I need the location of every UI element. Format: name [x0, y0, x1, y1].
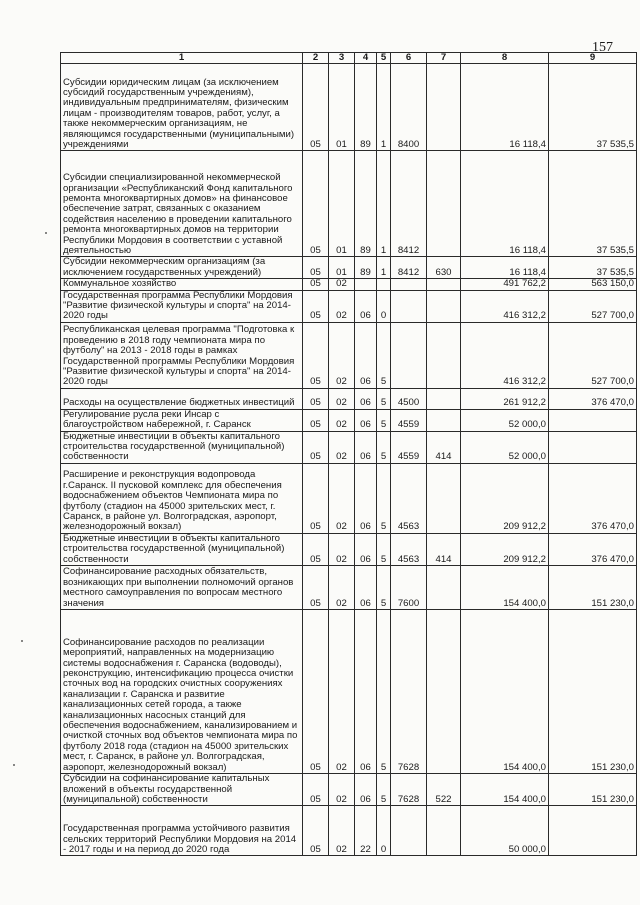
- subprogram-code: 1: [377, 257, 391, 279]
- expense-direction-code: 8412: [391, 151, 427, 257]
- amount-col9: 37 535,5: [549, 257, 637, 279]
- row-name: Субсидии на софинансирование капитальных вложений в объекты государственной (муниципальной) собственности: [61, 774, 303, 806]
- subprogram-code: 0: [377, 290, 391, 322]
- subprogram-code: 5: [377, 463, 391, 533]
- subprogram-code: 5: [377, 610, 391, 774]
- subsection-code: 02: [329, 806, 355, 856]
- subprogram-code: 1: [377, 64, 391, 151]
- subprogram-code: 0: [377, 806, 391, 856]
- expense-type-code: [427, 566, 461, 610]
- amount-col8: 16 118,4: [461, 64, 549, 151]
- program-code: 06: [355, 290, 377, 322]
- subsection-code: 02: [329, 290, 355, 322]
- table-row: [61, 774, 637, 806]
- expense-type-code: 414: [427, 533, 461, 565]
- subprogram-code: 1: [377, 151, 391, 257]
- amount-col9: 527 700,0: [549, 322, 637, 388]
- expense-direction-code: 8400: [391, 64, 427, 151]
- expense-type-code: 630: [427, 257, 461, 279]
- amount-col9: [549, 431, 637, 463]
- column-header: 6: [391, 53, 427, 64]
- table-row: [61, 463, 637, 533]
- program-code: [355, 279, 377, 290]
- expense-type-code: [427, 279, 461, 290]
- expense-direction-code: 4500: [391, 388, 427, 409]
- expense-direction-code: 4563: [391, 463, 427, 533]
- amount-col8: 154 400,0: [461, 610, 549, 774]
- table-row: [61, 322, 637, 388]
- amount-col9: 37 535,5: [549, 151, 637, 257]
- subsection-code: 02: [329, 463, 355, 533]
- expense-direction-code: [391, 322, 427, 388]
- expense-type-code: [427, 151, 461, 257]
- expense-direction-code: 8412: [391, 257, 427, 279]
- program-code: 06: [355, 431, 377, 463]
- subsection-code: 02: [329, 322, 355, 388]
- column-header: 5: [377, 53, 391, 64]
- program-code: 06: [355, 610, 377, 774]
- subsection-code: 02: [329, 409, 355, 431]
- amount-col8: 16 118,4: [461, 151, 549, 257]
- row-name: Субсидии специализированной некоммерческой организации «Республиканский Фонд капитального ремонта многоквартирных домов» на финансовое обеспечение затрат, связанных с оказанием содействия населению в проведении капитального ремонта многоквартирных домов на территории Республики Мордовия в соответствии с уставной деятельностью: [61, 151, 303, 257]
- subsection-code: 02: [329, 566, 355, 610]
- subprogram-code: 5: [377, 322, 391, 388]
- amount-col9: 151 230,0: [549, 610, 637, 774]
- row-name: Расширение и реконструкция водопровода г.Саранск. II пусковой комплекс для обеспечения водоснабжением объектов Чемпионата мира по футболу (стадион на 45000 зрительских мест, г. Саранск, в районе ул. Волгоградская, аэропорт, железнодорожный вокзал): [61, 463, 303, 533]
- program-code: 89: [355, 151, 377, 257]
- expense-direction-code: [391, 290, 427, 322]
- column-header: 1: [61, 53, 303, 64]
- subprogram-code: 5: [377, 566, 391, 610]
- amount-col8: 416 312,2: [461, 322, 549, 388]
- table-row: [61, 431, 637, 463]
- expense-direction-code: 4563: [391, 533, 427, 565]
- amount-col9: 376 470,0: [549, 388, 637, 409]
- program-code: 06: [355, 566, 377, 610]
- amount-col9: 37 535,5: [549, 64, 637, 151]
- column-header: 7: [427, 53, 461, 64]
- row-name: Софинансирование расходных обязательств, возникающих при выполнении полномочий органов местного самоуправления по вопросам местного значения: [61, 566, 303, 610]
- amount-col8: 154 400,0: [461, 774, 549, 806]
- program-code: 06: [355, 409, 377, 431]
- table-row: [61, 279, 637, 290]
- table-row: [61, 151, 637, 257]
- program-code: 22: [355, 806, 377, 856]
- table-row: [61, 806, 637, 856]
- amount-col8: 50 000,0: [461, 806, 549, 856]
- row-name: Софинансирование расходов по реализации мероприятий, направленных на модернизацию системы водоснабжения г. Саранска (водоводы), реконструкцию, интенсификацию процесса очистки сточных вод на городских очистных сооружениях канализации г. Саранска и развитие канализационных сетей города, а также канализационных насосных станций для обеспечения водоснабжением, канализированием и очисткой сточных вод объектов чемпионата мира по футболу 2018 года (стадион на 45000 зрительских мест, г. Саранск, в районе ул. Волгоградская, аэропорт, железнодорожный вокзал): [61, 610, 303, 774]
- column-header: 4: [355, 53, 377, 64]
- expense-type-code: [427, 463, 461, 533]
- amount-col8: 154 400,0: [461, 566, 549, 610]
- scan-speck: [21, 640, 23, 642]
- table-header-row: [61, 53, 637, 64]
- row-name: Субсидии некоммерческим организациям (за исключением государственных учреждений): [61, 257, 303, 279]
- amount-col9: [549, 806, 637, 856]
- table-row: [61, 388, 637, 409]
- subprogram-code: 5: [377, 409, 391, 431]
- expense-direction-code: 7600: [391, 566, 427, 610]
- program-code: 06: [355, 322, 377, 388]
- column-header: 8: [461, 53, 549, 64]
- section-code: 05: [303, 610, 329, 774]
- section-code: 05: [303, 279, 329, 290]
- budget-table: [60, 52, 637, 856]
- table-row: [61, 566, 637, 610]
- subsection-code: 02: [329, 610, 355, 774]
- expense-type-code: [427, 290, 461, 322]
- row-name: Бюджетные инвестиции в объекты капитального строительства государственной (муниципальной) собственности: [61, 431, 303, 463]
- program-code: 06: [355, 463, 377, 533]
- expense-direction-code: [391, 806, 427, 856]
- program-code: 06: [355, 533, 377, 565]
- section-code: 05: [303, 388, 329, 409]
- expense-type-code: [427, 409, 461, 431]
- amount-col9: 527 700,0: [549, 290, 637, 322]
- expense-direction-code: 4559: [391, 409, 427, 431]
- table-row: [61, 64, 637, 151]
- expense-direction-code: 4559: [391, 431, 427, 463]
- column-header: 3: [329, 53, 355, 64]
- column-header: 2: [303, 53, 329, 64]
- scan-speck: [45, 232, 47, 234]
- amount-col9: 563 150,0: [549, 279, 637, 290]
- section-code: 05: [303, 64, 329, 151]
- subprogram-code: 5: [377, 431, 391, 463]
- amount-col8: 209 912,2: [461, 463, 549, 533]
- section-code: 05: [303, 774, 329, 806]
- expense-type-code: [427, 64, 461, 151]
- program-code: 06: [355, 388, 377, 409]
- column-header: 9: [549, 53, 637, 64]
- program-code: 89: [355, 257, 377, 279]
- amount-col8: 209 912,2: [461, 533, 549, 565]
- subsection-code: 02: [329, 431, 355, 463]
- section-code: 05: [303, 806, 329, 856]
- section-code: 05: [303, 463, 329, 533]
- amount-col9: 376 470,0: [549, 463, 637, 533]
- table-row: [61, 610, 637, 774]
- table-row: [61, 409, 637, 431]
- expense-type-code: [427, 322, 461, 388]
- amount-col8: 52 000,0: [461, 409, 549, 431]
- section-code: 05: [303, 533, 329, 565]
- subsection-code: 01: [329, 257, 355, 279]
- subsection-code: 02: [329, 774, 355, 806]
- program-code: 06: [355, 774, 377, 806]
- amount-col8: 16 118,4: [461, 257, 549, 279]
- expense-type-code: [427, 806, 461, 856]
- section-code: 05: [303, 151, 329, 257]
- expense-type-code: [427, 610, 461, 774]
- row-name: Государственная программа устойчивого развития сельских территорий Республики Мордовия на 2014 - 2017 годы и на период до 2020 года: [61, 806, 303, 856]
- table-row: [61, 290, 637, 322]
- page-number: 157: [592, 40, 613, 55]
- amount-col8: 52 000,0: [461, 431, 549, 463]
- expense-direction-code: 7628: [391, 774, 427, 806]
- subprogram-code: [377, 279, 391, 290]
- section-code: 05: [303, 431, 329, 463]
- section-code: 05: [303, 409, 329, 431]
- expense-type-code: 414: [427, 431, 461, 463]
- row-name: Расходы на осуществление бюджетных инвестиций: [61, 388, 303, 409]
- subprogram-code: 5: [377, 388, 391, 409]
- row-name: Регулирование русла реки Инсар с благоустройством набережной, г. Саранск: [61, 409, 303, 431]
- table-row: [61, 257, 637, 279]
- expense-type-code: 522: [427, 774, 461, 806]
- row-name: Государственная программа Республики Мордовия "Развитие физической культуры и спорта" на 2014-2020 годы: [61, 290, 303, 322]
- section-code: 05: [303, 566, 329, 610]
- amount-col8: 261 912,2: [461, 388, 549, 409]
- row-name: Республиканская целевая программа "Подготовка к проведению в 2018 году чемпионата мира по футболу" на 2013 - 2018 годы в рамках Государственной программы Республики Мордовия "Развитие физической культуры и спорта" на 2014-2020 годы: [61, 322, 303, 388]
- subsection-code: 01: [329, 64, 355, 151]
- subsection-code: 02: [329, 533, 355, 565]
- subprogram-code: 5: [377, 533, 391, 565]
- section-code: 05: [303, 290, 329, 322]
- subprogram-code: 5: [377, 774, 391, 806]
- expense-type-code: [427, 388, 461, 409]
- section-code: 05: [303, 322, 329, 388]
- section-code: 05: [303, 257, 329, 279]
- row-name: Субсидии юридическим лицам (за исключением субсидий государственным учреждениям), индивидуальным предпринимателям, физическим лицам - производителям товаров, работ, услуг, а также некоммерческим организациям, не являющимся государственными (муниципальными) учреждениями: [61, 64, 303, 151]
- amount-col9: 151 230,0: [549, 774, 637, 806]
- amount-col8: 416 312,2: [461, 290, 549, 322]
- amount-col9: 151 230,0: [549, 566, 637, 610]
- expense-direction-code: [391, 279, 427, 290]
- row-name: Бюджетные инвестиции в объекты капитального строительства государственной (муниципальной) собственности: [61, 533, 303, 565]
- subsection-code: 01: [329, 151, 355, 257]
- program-code: 89: [355, 64, 377, 151]
- row-name: Коммунальное хозяйство: [61, 279, 303, 290]
- amount-col9: 376 470,0: [549, 533, 637, 565]
- subsection-code: 02: [329, 279, 355, 290]
- amount-col8: 491 762,2: [461, 279, 549, 290]
- scan-speck: [13, 764, 15, 766]
- amount-col9: [549, 409, 637, 431]
- expense-direction-code: 7628: [391, 610, 427, 774]
- table-row: [61, 533, 637, 565]
- subsection-code: 02: [329, 388, 355, 409]
